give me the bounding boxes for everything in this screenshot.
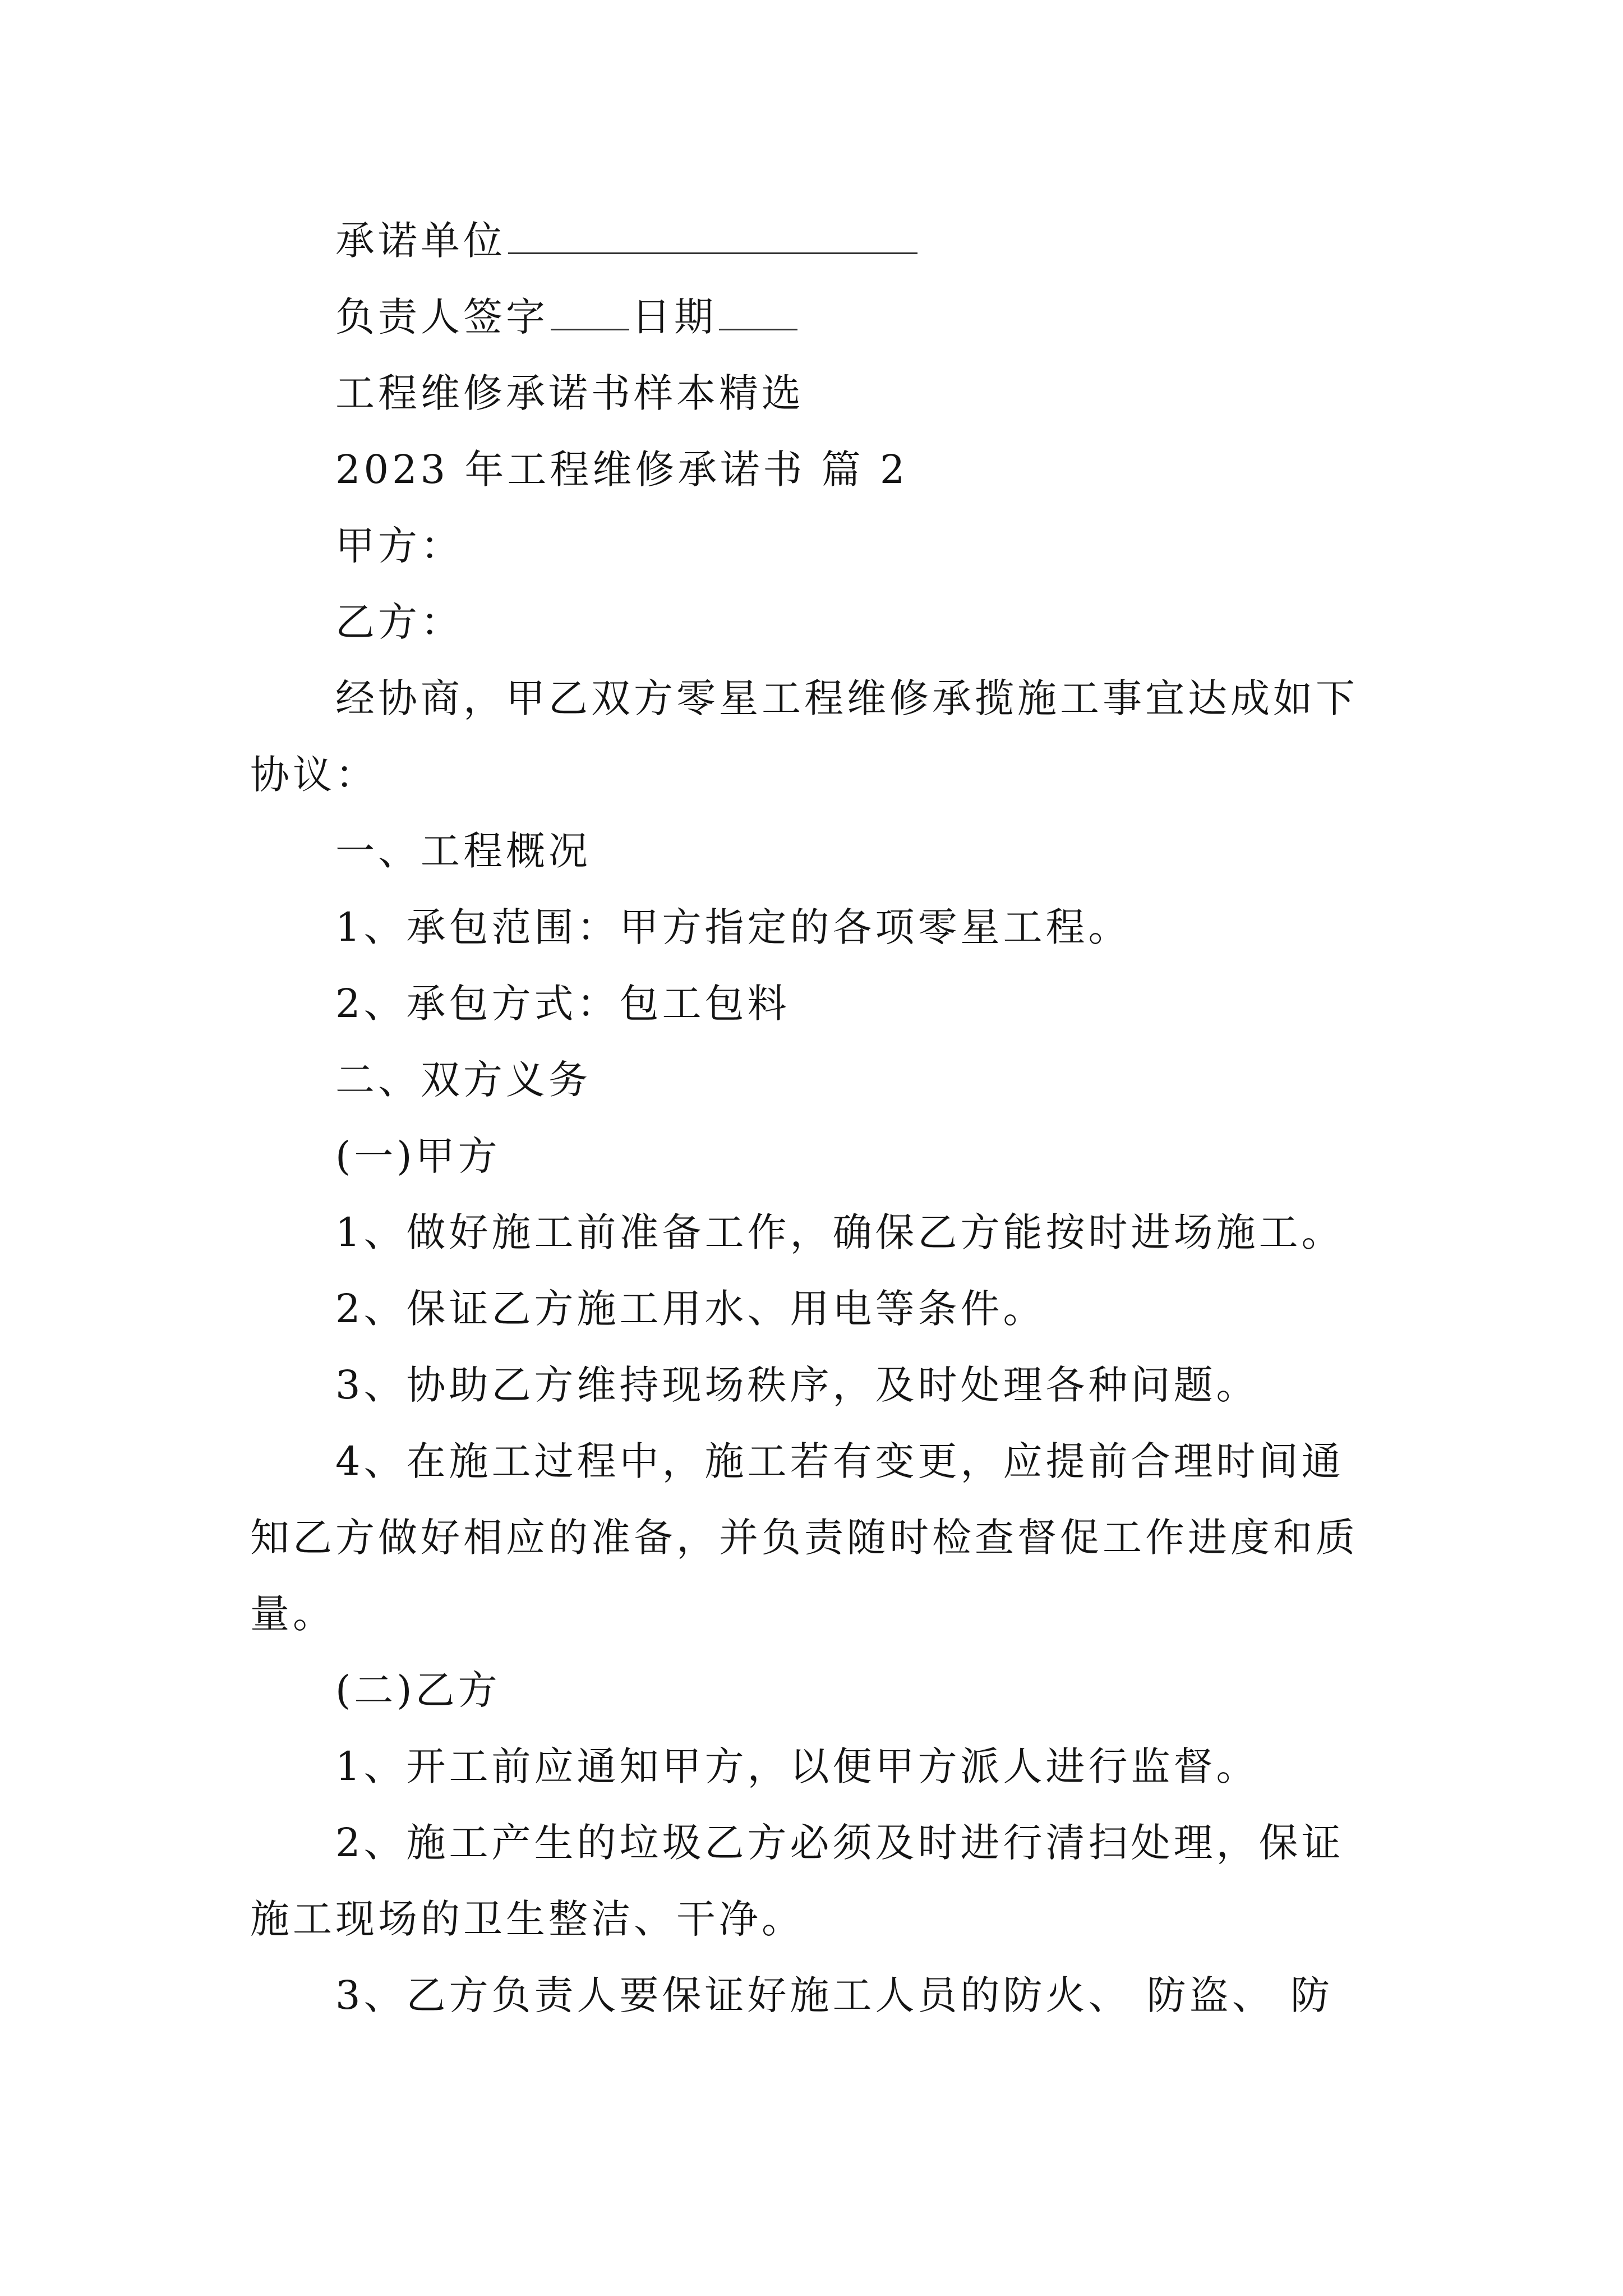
party-b-line: 乙方：	[335, 599, 463, 645]
commitment-unit-blank	[508, 218, 917, 254]
party-a-clause-2: 2、保证乙方施工用水、用电等条件。	[335, 1286, 1046, 1332]
party-b-clause-1: 1、开工前应通知甲方，以便甲方派人进行监督。	[335, 1743, 1259, 1789]
signer-blank	[551, 294, 629, 330]
intro-paragraph-line-2: 协议：	[250, 752, 378, 798]
party-a-clause-4-line-1: 4、在施工过程中，施工若有变更，应提前合理时间通	[335, 1438, 1344, 1484]
party-a-clause-1: 1、做好施工前准备工作，确保乙方能按时进场施工。	[335, 1209, 1344, 1255]
party-a-clause-3: 3、协助乙方维持现场秩序，及时处理各种问题。	[335, 1362, 1259, 1408]
clause-method: 2、承包方式：包工包料	[335, 981, 790, 1027]
commitment-unit-label: 承诺单位	[335, 218, 506, 264]
intro-paragraph-line-1: 经协商，甲乙双方零星工程维修承揽施工事宜达成如下	[335, 675, 1358, 721]
section-heading-overview: 一、工程概况	[335, 828, 591, 874]
party-a-clause-4-line-2: 知乙方做好相应的准备，并负责随时检查督促工作进度和质	[250, 1515, 1358, 1561]
signer-label: 负责人签字	[335, 294, 548, 340]
party-b-clause-3-line-1: 3、乙方负责人要保证好施工人员的防火、 防盗、 防	[335, 1972, 1334, 2018]
document-subtitle: 工程维修承诺书样本精选	[335, 370, 804, 416]
date-label: 日期	[631, 294, 717, 340]
signer-date-line	[335, 292, 800, 342]
party-b-clause-2-line-1: 2、施工产生的垃圾乙方必须及时进行清扫处理，保证	[335, 1820, 1344, 1866]
commitment-unit-line	[335, 215, 920, 266]
clause-scope: 1、承包范围：甲方指定的各项零星工程。	[335, 904, 1131, 950]
party-a-clause-4-line-3: 量。	[250, 1591, 335, 1637]
subsection-heading-party-a: (一)甲方	[335, 1133, 501, 1179]
date-blank	[719, 294, 797, 330]
section-heading-obligations: 二、双方义务	[335, 1057, 591, 1103]
party-a-line: 甲方：	[335, 523, 463, 569]
party-b-clause-2-line-2: 施工现场的卫生整洁、干净。	[250, 1896, 804, 1942]
document-title: 2023 年工程维修承诺书 篇 2	[335, 447, 909, 493]
subsection-heading-party-b: (二)乙方	[335, 1667, 501, 1713]
